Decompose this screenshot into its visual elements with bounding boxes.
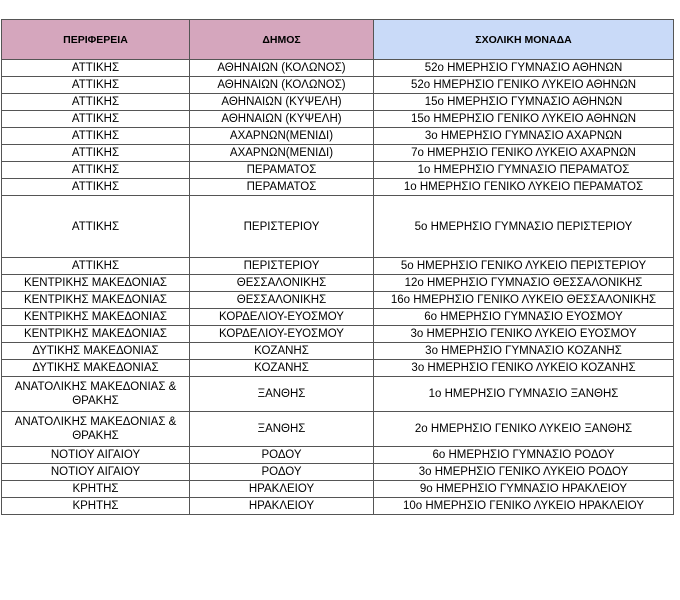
school-unit-cell: 52ο ΗΜΕΡΗΣΙΟ ΓΕΝΙΚΟ ΛΥΚΕΙΟ ΑΘΗΝΩΝ — [374, 77, 674, 94]
school-unit-cell: 10ο ΗΜΕΡΗΣΙΟ ΓΕΝΙΚΟ ΛΥΚΕΙΟ ΗΡΑΚΛΕΙΟΥ — [374, 498, 674, 515]
region-cell: ΚΕΝΤΡΙΚΗΣ ΜΑΚΕΔΟΝΙΑΣ — [2, 309, 190, 326]
region-cell: ΔΥΤΙΚΗΣ ΜΑΚΕΔΟΝΙΑΣ — [2, 360, 190, 377]
header-school-unit: ΣΧΟΛΙΚΗ ΜΟΝΑΔΑ — [374, 20, 674, 60]
table-row — [2, 292, 674, 309]
region-cell: ΚΡΗΤΗΣ — [2, 481, 190, 498]
table-row — [2, 77, 674, 94]
table-row — [2, 377, 674, 412]
municipality-cell: ΠΕΡΑΜΑΤΟΣ — [190, 179, 374, 196]
region-cell: ΑΝΑΤΟΛΙΚΗΣ ΜΑΚΕΔΟΝΙΑΣ & ΘΡΑΚΗΣ — [2, 377, 190, 412]
region-cell: ΑΤΤΙΚΗΣ — [2, 60, 190, 77]
municipality-cell: ΑΧΑΡΝΩΝ(ΜΕΝΙΔΙ) — [190, 128, 374, 145]
region-cell: ΑΤΤΙΚΗΣ — [2, 111, 190, 128]
school-unit-cell: 7ο ΗΜΕΡΗΣΙΟ ΓΕΝΙΚΟ ΛΥΚΕΙΟ ΑΧΑΡΝΩΝ — [374, 145, 674, 162]
municipality-cell: ΚΟΖΑΝΗΣ — [190, 360, 374, 377]
region-cell: ΑΤΤΙΚΗΣ — [2, 162, 190, 179]
municipality-cell: ΚΟΡΔΕΛΙΟΥ-ΕΥΟΣΜΟΥ — [190, 309, 374, 326]
table-row — [2, 60, 674, 77]
region-cell: ΝΟΤΙΟΥ ΑΙΓΑΙΟΥ — [2, 447, 190, 464]
region-cell: ΑΝΑΤΟΛΙΚΗΣ ΜΑΚΕΔΟΝΙΑΣ & ΘΡΑΚΗΣ — [2, 412, 190, 447]
table-row — [2, 412, 674, 447]
municipality-cell: ΠΕΡΙΣΤΕΡΙΟΥ — [190, 196, 374, 258]
municipality-cell: ΑΘΗΝΑΙΩΝ (ΚΥΨΕΛΗ) — [190, 111, 374, 128]
school-unit-cell: 15ο ΗΜΕΡΗΣΙΟ ΓΥΜΝΑΣΙΟ ΑΘΗΝΩΝ — [374, 94, 674, 111]
table-row — [2, 326, 674, 343]
municipality-cell: ΗΡΑΚΛΕΙΟΥ — [190, 481, 374, 498]
schools-table — [1, 19, 674, 515]
region-cell: ΑΤΤΙΚΗΣ — [2, 258, 190, 275]
municipality-cell: ΑΧΑΡΝΩΝ(ΜΕΝΙΔΙ) — [190, 145, 374, 162]
school-unit-cell: 1ο ΗΜΕΡΗΣΙΟ ΓΥΜΝΑΣΙΟ ΠΕΡΑΜΑΤΟΣ — [374, 162, 674, 179]
school-unit-cell: 2ο ΗΜΕΡΗΣΙΟ ΓΕΝΙΚΟ ΛΥΚΕΙΟ ΞΑΝΘΗΣ — [374, 412, 674, 447]
table-row — [2, 360, 674, 377]
school-unit-cell: 15ο ΗΜΕΡΗΣΙΟ ΓΕΝΙΚΟ ΛΥΚΕΙΟ ΑΘΗΝΩΝ — [374, 111, 674, 128]
table-row — [2, 309, 674, 326]
school-unit-cell: 3ο ΗΜΕΡΗΣΙΟ ΓΕΝΙΚΟ ΛΥΚΕΙΟ ΚΟΖΑΝΗΣ — [374, 360, 674, 377]
municipality-cell: ΡΟΔΟΥ — [190, 447, 374, 464]
table-row — [2, 498, 674, 515]
municipality-cell: ΞΑΝΘΗΣ — [190, 412, 374, 447]
municipality-cell: ΘΕΣΣΑΛΟΝΙΚΗΣ — [190, 275, 374, 292]
table-row — [2, 94, 674, 111]
region-cell: ΑΤΤΙΚΗΣ — [2, 179, 190, 196]
table-row — [2, 128, 674, 145]
municipality-cell: ΚΟΡΔΕΛΙΟΥ-ΕΥΟΣΜΟΥ — [190, 326, 374, 343]
municipality-cell: ΑΘΗΝΑΙΩΝ (ΚΟΛΩΝΟΣ) — [190, 60, 374, 77]
table-row — [2, 447, 674, 464]
school-unit-cell: 3ο ΗΜΕΡΗΣΙΟ ΓΥΜΝΑΣΙΟ ΑΧΑΡΝΩΝ — [374, 128, 674, 145]
table-row — [2, 196, 674, 258]
region-cell: ΝΟΤΙΟΥ ΑΙΓΑΙΟΥ — [2, 464, 190, 481]
school-unit-cell: 52ο ΗΜΕΡΗΣΙΟ ΓΥΜΝΑΣΙΟ ΑΘΗΝΩΝ — [374, 60, 674, 77]
region-cell: ΚΕΝΤΡΙΚΗΣ ΜΑΚΕΔΟΝΙΑΣ — [2, 275, 190, 292]
table-row — [2, 343, 674, 360]
school-unit-cell: 5ο ΗΜΕΡΗΣΙΟ ΓΕΝΙΚΟ ΛΥΚΕΙΟ ΠΕΡΙΣΤΕΡΙΟΥ — [374, 258, 674, 275]
region-cell: ΚΕΝΤΡΙΚΗΣ ΜΑΚΕΔΟΝΙΑΣ — [2, 292, 190, 309]
school-unit-cell: 5ο ΗΜΕΡΗΣΙΟ ΓΥΜΝΑΣΙΟ ΠΕΡΙΣΤΕΡΙΟΥ — [374, 196, 674, 258]
region-cell: ΑΤΤΙΚΗΣ — [2, 94, 190, 111]
school-unit-cell: 3ο ΗΜΕΡΗΣΙΟ ΓΕΝΙΚΟ ΛΥΚΕΙΟ ΡΟΔΟΥ — [374, 464, 674, 481]
region-cell: ΔΥΤΙΚΗΣ ΜΑΚΕΔΟΝΙΑΣ — [2, 343, 190, 360]
region-cell: ΑΤΤΙΚΗΣ — [2, 128, 190, 145]
header-region: ΠΕΡΙΦΕΡΕΙΑ — [2, 20, 190, 60]
school-unit-cell: 9ο ΗΜΕΡΗΣΙΟ ΓΥΜΝΑΣΙΟ ΗΡΑΚΛΕΙΟΥ — [374, 481, 674, 498]
table-row — [2, 481, 674, 498]
municipality-cell: ΗΡΑΚΛΕΙΟΥ — [190, 498, 374, 515]
region-cell: ΑΤΤΙΚΗΣ — [2, 145, 190, 162]
school-unit-cell: 3ο ΗΜΕΡΗΣΙΟ ΓΥΜΝΑΣΙΟ ΚΟΖΑΝΗΣ — [374, 343, 674, 360]
municipality-cell: ΞΑΝΘΗΣ — [190, 377, 374, 412]
school-unit-cell: 1ο ΗΜΕΡΗΣΙΟ ΓΥΜΝΑΣΙΟ ΞΑΝΘΗΣ — [374, 377, 674, 412]
school-unit-cell: 6ο ΗΜΕΡΗΣΙΟ ΓΥΜΝΑΣΙΟ ΕΥΟΣΜΟΥ — [374, 309, 674, 326]
table-row — [2, 111, 674, 128]
table-row — [2, 162, 674, 179]
region-cell: ΚΕΝΤΡΙΚΗΣ ΜΑΚΕΔΟΝΙΑΣ — [2, 326, 190, 343]
table-header-row — [2, 20, 674, 60]
school-unit-cell: 3ο ΗΜΕΡΗΣΙΟ ΓΕΝΙΚΟ ΛΥΚΕΙΟ ΕΥΟΣΜΟΥ — [374, 326, 674, 343]
table-row — [2, 258, 674, 275]
municipality-cell: ΠΕΡΙΣΤΕΡΙΟΥ — [190, 258, 374, 275]
municipality-cell: ΘΕΣΣΑΛΟΝΙΚΗΣ — [190, 292, 374, 309]
school-unit-cell: 12ο ΗΜΕΡΗΣΙΟ ΓΥΜΝΑΣΙΟ ΘΕΣΣΑΛΟΝΙΚΗΣ — [374, 275, 674, 292]
municipality-cell: ΑΘΗΝΑΙΩΝ (ΚΟΛΩΝΟΣ) — [190, 77, 374, 94]
header-municipality: ΔΗΜΟΣ — [190, 20, 374, 60]
table-row — [2, 145, 674, 162]
table-row — [2, 275, 674, 292]
table-row — [2, 179, 674, 196]
municipality-cell: ΚΟΖΑΝΗΣ — [190, 343, 374, 360]
region-cell: ΑΤΤΙΚΗΣ — [2, 196, 190, 258]
municipality-cell: ΑΘΗΝΑΙΩΝ (ΚΥΨΕΛΗ) — [190, 94, 374, 111]
school-unit-cell: 1ο ΗΜΕΡΗΣΙΟ ΓΕΝΙΚΟ ΛΥΚΕΙΟ ΠΕΡΑΜΑΤΟΣ — [374, 179, 674, 196]
region-cell: ΚΡΗΤΗΣ — [2, 498, 190, 515]
region-cell: ΑΤΤΙΚΗΣ — [2, 77, 190, 94]
municipality-cell: ΠΕΡΑΜΑΤΟΣ — [190, 162, 374, 179]
school-unit-cell: 16ο ΗΜΕΡΗΣΙΟ ΓΕΝΙΚΟ ΛΥΚΕΙΟ ΘΕΣΣΑΛΟΝΙΚΗΣ — [374, 292, 674, 309]
school-unit-cell: 6ο ΗΜΕΡΗΣΙΟ ΓΥΜΝΑΣΙΟ ΡΟΔΟΥ — [374, 447, 674, 464]
municipality-cell: ΡΟΔΟΥ — [190, 464, 374, 481]
table-row — [2, 464, 674, 481]
